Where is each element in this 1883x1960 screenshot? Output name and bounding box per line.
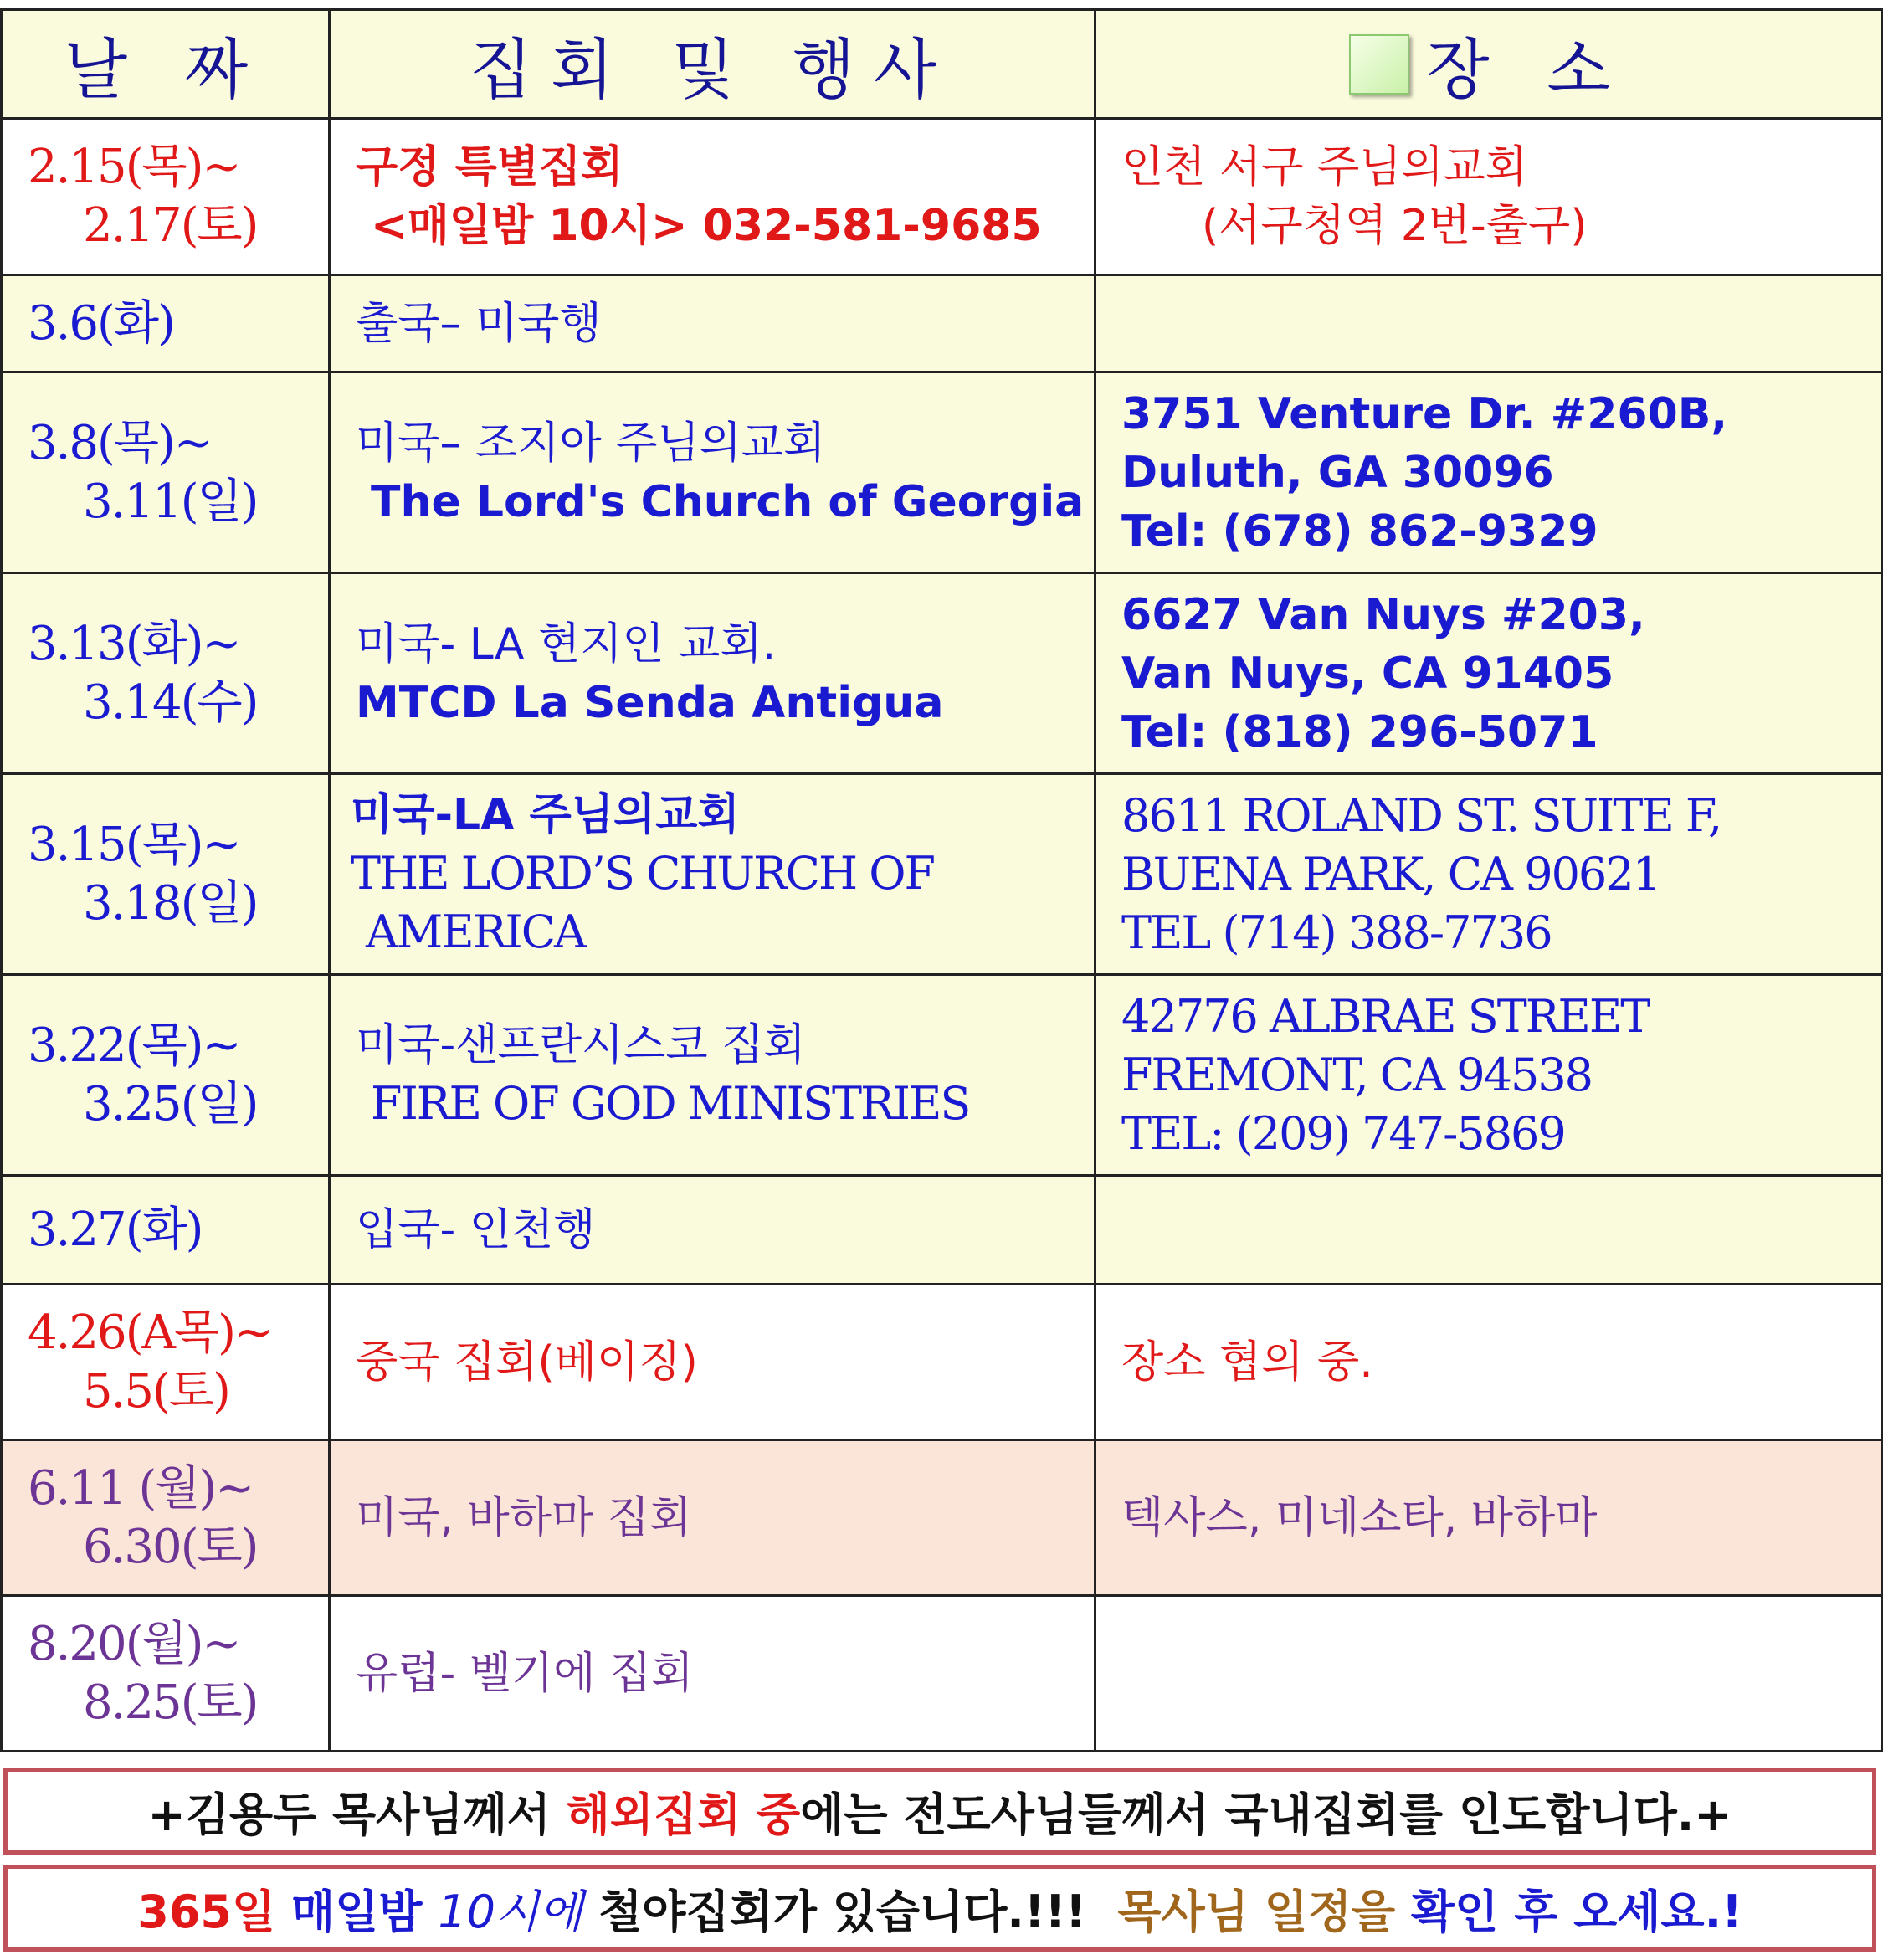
header-date: 날 짜 — [2, 10, 330, 119]
event-cell: 유럽- 벨기에 집회 — [330, 1596, 1095, 1752]
notice-banner: +김용두 목사님께서 해외집회 중 에는 전도사님들께서 국내집회를 인도합니다.+ — [3, 1768, 1876, 1855]
nightly-service-banner: 365일 매일밤 10시에 철야집회가 있습니다.!!! 목사님 일정을 확인 후 오세요.! — [3, 1865, 1876, 1952]
table-row — [2, 573, 1883, 774]
place-cell: 인천 서구 주님의교회 (서구청역 2번-출구) — [1095, 119, 1883, 275]
header-row — [2, 10, 1883, 119]
place-cell — [1095, 1596, 1883, 1752]
place-cell: 텍사스, 미네소타, 바하마 — [1095, 1440, 1883, 1596]
place-cell — [1095, 275, 1883, 372]
date-cell: 3.15(목)~ 3.18(일) — [2, 774, 330, 975]
date-cell: 6.11 (월)~ 6.30(토) — [2, 1440, 330, 1596]
place-cell: 6627 Van Nuys #203, Van Nuys, CA 91405 Tel: (818) 296-5071 — [1095, 573, 1883, 774]
header-event: 집회 및 행사 — [330, 10, 1095, 119]
place-cell: 장소 협의 중. — [1095, 1285, 1883, 1440]
event-cell: 입국- 인천행 — [330, 1176, 1095, 1285]
green-square-icon — [1349, 34, 1409, 95]
table-row — [2, 774, 1883, 975]
place-cell — [1095, 1176, 1883, 1285]
place-cell: 3751 Venture Dr. #260B, Duluth, GA 30096 Tel: (678) 862-9329 — [1095, 372, 1883, 573]
place-cell: 42776 ALBRAE STREET FREMONT, CA 94538 TEL: (209) 747-5869 — [1095, 975, 1883, 1176]
table-row — [2, 1440, 1883, 1596]
date-cell: 3.8(목)~ 3.11(일) — [2, 372, 330, 573]
table-row — [2, 1176, 1883, 1285]
event-cell: 미국- LA 현지인 교회. MTCD La Senda Antigua — [330, 573, 1095, 774]
event-cell: 중국 집회(베이징) — [330, 1285, 1095, 1440]
event-cell: 미국– 조지아 주님의교회 The Lord's Church of Georgia — [330, 372, 1095, 573]
date-cell: 3.27(화) — [2, 1176, 330, 1285]
header-place: 장 소 — [1095, 10, 1883, 119]
table-row — [2, 119, 1883, 275]
table-row — [2, 372, 1883, 573]
table-row — [2, 1285, 1883, 1440]
event-cell: 미국, 바하마 집회 — [330, 1440, 1095, 1596]
table-row — [2, 275, 1883, 372]
schedule-table — [0, 8, 1883, 1752]
date-cell: 8.20(월)~ 8.25(토) — [2, 1596, 330, 1752]
table-row — [2, 975, 1883, 1176]
event-cell: 구정 특별집회 <매일밤 10시> 032-581-9685 — [330, 119, 1095, 275]
table-row — [2, 1596, 1883, 1752]
event-cell: 출국– 미국행 — [330, 275, 1095, 372]
date-cell: 2.15(목)~ 2.17(토) — [2, 119, 330, 275]
event-cell: 미국-LA 주님의교회 THE LORD’S CHURCH OF AMERICA — [330, 774, 1095, 975]
date-cell: 3.6(화) — [2, 275, 330, 372]
date-cell: 4.26(A목)~ 5.5(토) — [2, 1285, 330, 1440]
event-cell: 미국-샌프란시스코 집회 FIRE OF GOD MINISTRIES — [330, 975, 1095, 1176]
date-cell: 3.22(목)~ 3.25(일) — [2, 975, 330, 1176]
place-cell: 8611 ROLAND ST. SUITE F, BUENA PARK, CA 90621 TEL (714) 388-7736 — [1095, 774, 1883, 975]
date-cell: 3.13(화)~ 3.14(수) — [2, 573, 330, 774]
